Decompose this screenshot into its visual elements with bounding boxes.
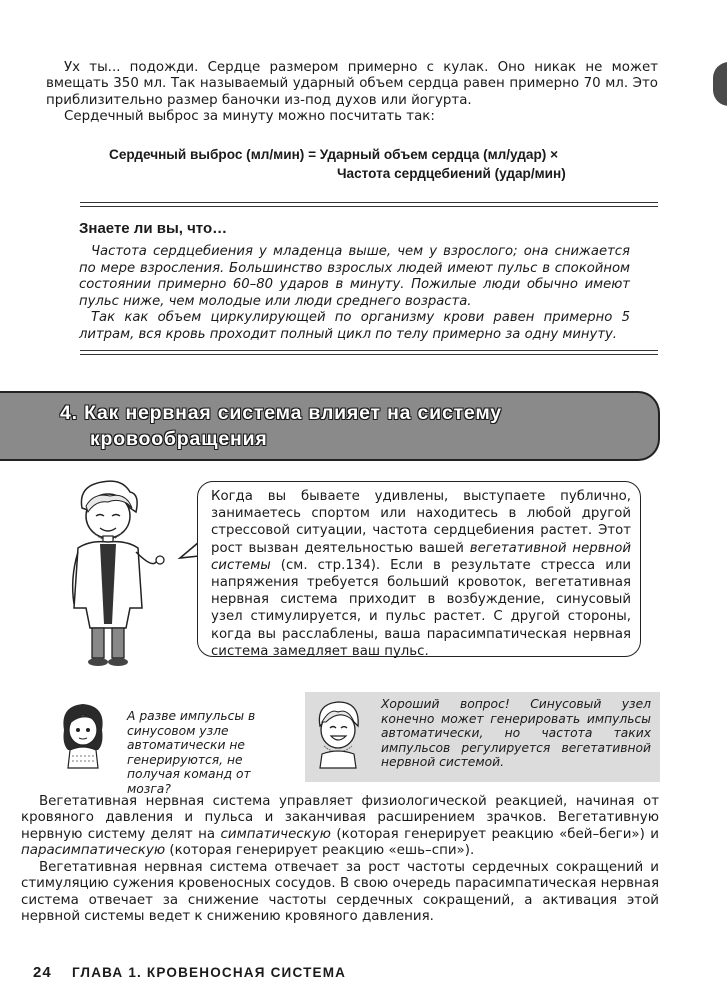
body-p1-part-c: (которая генерирует реакцию «ешь–спи»).: [165, 843, 475, 859]
body-paragraph-1: [21, 794, 659, 860]
girl-character-illustration: [58, 700, 108, 768]
question-note: А разве импульсы в синусовом узле автоматически не генерируются, не получая команд от мозга?: [127, 709, 256, 796]
intro-paragraph-2: Сердечный выброс за минуту можно посчитать так:: [64, 109, 435, 124]
bubble-text-part-1: Когда вы бываете удивлены, выступаете публично, занимаетесь спортом или находитесь в любой другой стрессовой ситуации, частота сердцебиения растет. Этот рост вызван деятельностью вашей: [211, 489, 631, 556]
section-title-line-1: 4. Как нервная система влияет на систему: [60, 402, 502, 424]
bubble-text-part-2: (см. стр.134). Если в результате стресса или напряжения требуется больший кровоток, вегетативная нервная система приходит в возбуждение, синусовый узел стимулируется, и пульс растет. С другой стороны, когда вы расслаблены, ваша парасимпатическая нервная система замедляет ваш пульс.: [211, 557, 631, 659]
chapter-footer: ГЛАВА 1. КРОВЕНОСНАЯ СИСТЕМА: [72, 965, 347, 980]
body-p1-part-a: Вегетативная нервная система управляет физиологической реакцией, начиная от кровяного давления и пульса и заканчивая расширением зрачков. Вегетативную нервную систему делят на: [21, 794, 659, 842]
body-p1-term-sympathetic: симпатическую: [220, 826, 331, 842]
intro-paragraph-1: Ух ты... подожди. Сердце размером примерно с кулак. Оно никак не может вмещать 350 мл. Так называемый ударный объем сердца равен примерно 70 мл. Это приблизительно размер баночки из-под духов или йогурта.: [46, 60, 658, 108]
section-title: [60, 400, 620, 452]
body-p1-part-b: (которая генерирует реакцию «бей–беги») и: [330, 826, 659, 842]
doctor-character-illustration: [60, 478, 170, 668]
did-you-know-paragraph-1: Частота сердцебиения у младенца выше, чем у взрослого; она снижается по мере взросления. Большинство взрослых людей имеют пульс в спокойном состоянии примерно 60–80 ударов в минуту. Пожилые люди обычно имеют пульс ниже, чем молодые или люди среднего возраста.: [79, 244, 630, 309]
chapter-side-tab: [713, 62, 727, 106]
doctor-face-illustration: [312, 698, 364, 768]
formula-line-2: Частота сердцебиений (удар/мин): [337, 166, 566, 181]
body-p1-term-parasympathetic: парасимпатическую: [21, 843, 166, 859]
answer-note: Хороший вопрос! Синусовый узел конечно может генерировать импульсы автоматически, но частота таких импульсов регулируется вегетативной нервной системой.: [381, 697, 651, 770]
bubble-text-italic-term: вегетативной нервной системы: [211, 540, 631, 573]
box-bottom-rule-1: [80, 350, 658, 351]
body-paragraph-2: Вегетативная нервная система отвечает за рост частоты сердечных сокращений и стимуляцию сужения кровеносных сосудов. В свою очередь парасимпатическая нервная система отвечает за снижение частоты сердечных сокращений, а активация этой нервной системы ведет к снижению кровяного давления.: [21, 860, 659, 925]
box-bottom-rule-2: [80, 354, 658, 355]
did-you-know-title: Знаете ли вы, что…: [79, 220, 228, 237]
speech-bubble-text: [211, 488, 631, 660]
did-you-know-paragraph-2: Так как объем циркулирующей по организму крови равен примерно 5 литрам, вся кровь проходит полный цикл по телу примерно за одну минуту.: [79, 310, 630, 342]
page-number: 24: [33, 964, 52, 981]
formula-line-1: Сердечный выброс (мл/мин) = Ударный объем сердца (мл/удар) ×: [109, 147, 559, 162]
box-top-rule-1: [80, 202, 658, 203]
section-title-line-2: кровообращения: [90, 428, 268, 450]
box-top-rule-2: [80, 206, 658, 207]
